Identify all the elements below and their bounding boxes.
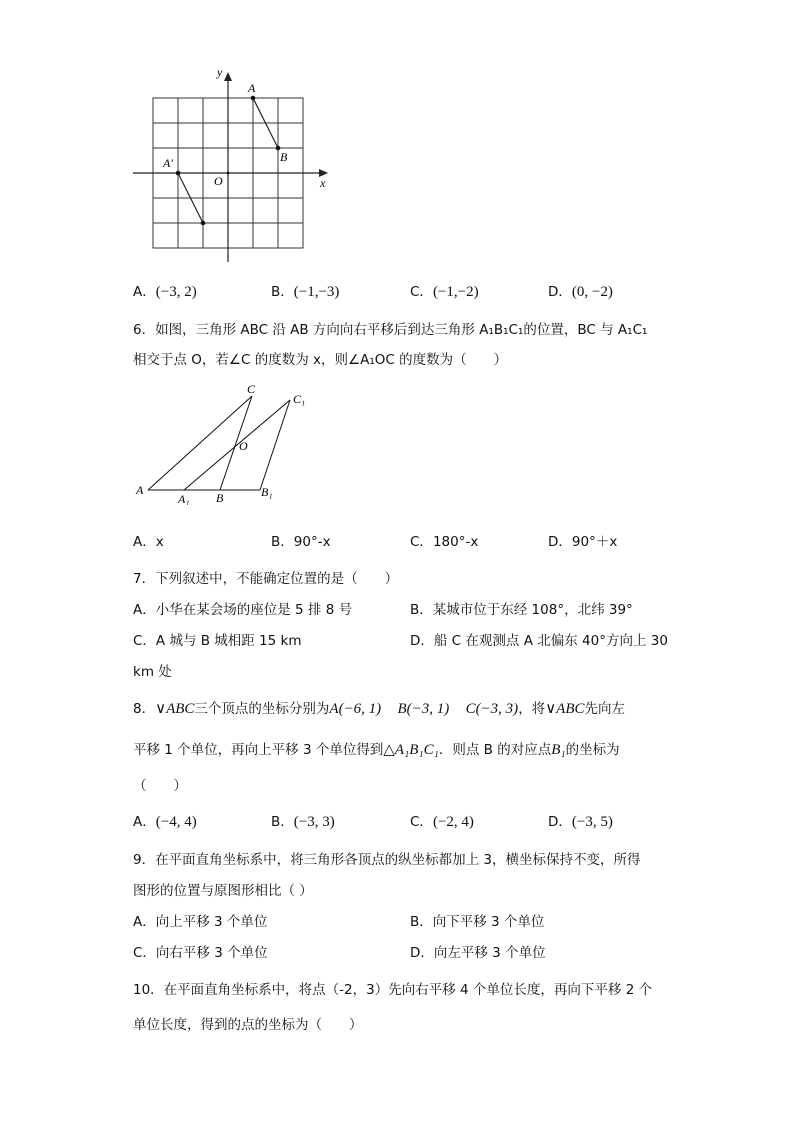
- q6-option-b[interactable]: B．90°-x: [271, 534, 331, 550]
- q5-option-a[interactable]: A．(−3, 2): [133, 284, 197, 300]
- q7-option-b[interactable]: B．某城市位于东经 108°，北纬 39°: [410, 602, 633, 618]
- q7-option-a[interactable]: A．小华在某会场的座位是 5 排 8 号: [133, 602, 353, 618]
- label-origin: O: [214, 174, 223, 188]
- q10-stem-line2: 单位长度，得到的点的坐标为（ ）: [133, 1017, 363, 1033]
- origin-dot: [227, 172, 230, 175]
- label-B1: B₁: [261, 485, 273, 499]
- label-B: B: [280, 150, 288, 164]
- q6-option-c[interactable]: C．180°-x: [410, 534, 479, 550]
- y-axis-label: y: [217, 66, 223, 79]
- coordinate-grid-figure: [128, 66, 338, 266]
- label-A-prime: A′: [163, 156, 173, 170]
- q8-option-c[interactable]: C．(−2, 4): [410, 814, 474, 830]
- q7-option-d-continued: km 处: [133, 664, 172, 680]
- label-A1: A₁: [178, 492, 190, 505]
- q8-stem-line2: 平移 1 个单位，再向上平移 3 个单位得到△A₁B₁C₁．则点 B 的对应点B₁的坐标为: [133, 742, 620, 758]
- point-A: [251, 96, 256, 101]
- q9-stem-line2: 图形的位置与原图形相比（ ）: [133, 883, 313, 899]
- q6-stem-line2: 相交于点 O，若∠C 的度数为 x，则∠A₁OC 的度数为（ ）: [133, 352, 508, 368]
- point-B-prime: [201, 221, 206, 226]
- q7-stem: 7．下列叙述中，不能确定位置的是（ ）: [133, 571, 399, 587]
- q9-option-c[interactable]: C．向右平移 3 个单位: [133, 945, 268, 961]
- q9-stem-line1: 9．在平面直角坐标系中，将三角形各顶点的纵坐标都加上 3，横坐标保持不变，所得: [133, 852, 641, 868]
- q8-option-b[interactable]: B．(−3, 3): [271, 814, 335, 830]
- q9-option-b[interactable]: B．向下平移 3 个单位: [410, 914, 545, 930]
- q8-stem-line1: 8．∨ABC三个顶点的坐标分别为A(−6, 1) B(−3, 1) C(−3, 3)，将∨ABC先向左: [133, 701, 625, 717]
- label-A: A: [136, 483, 144, 497]
- q8-option-a[interactable]: A．(−4, 4): [133, 814, 197, 830]
- q7-option-c[interactable]: C．A 城与 B 城相距 15 km: [133, 633, 302, 649]
- q7-option-d[interactable]: D．船 C 在观测点 A 北偏东 40°方向上 30: [410, 633, 668, 649]
- x-axis-label: x: [320, 176, 326, 190]
- q6-option-d[interactable]: D．90°＋x: [548, 534, 618, 550]
- q8-option-d[interactable]: D．(−3, 5): [548, 814, 613, 830]
- side-A1C1: [184, 400, 290, 490]
- q6-option-a[interactable]: A．x: [133, 534, 164, 550]
- label-C: C: [247, 382, 256, 396]
- side-B1C1: [260, 400, 290, 490]
- q5-option-d[interactable]: D．(0, −2): [548, 284, 613, 300]
- q9-option-d[interactable]: D．向左平移 3 个单位: [410, 945, 546, 961]
- label-O: O: [239, 439, 248, 453]
- triangle-translation-figure: [128, 380, 328, 505]
- q6-stem-line1: 6．如图，三角形 ABC 沿 AB 方向向右平移后到达三角形 A₁B₁C₁的位置，BC 与 A₁C₁: [133, 322, 648, 338]
- label-C1: C₁: [293, 392, 306, 406]
- q9-option-a[interactable]: A．向上平移 3 个单位: [133, 914, 268, 930]
- q8-answer-blank: （ ）: [133, 778, 187, 794]
- label-B: B: [216, 491, 224, 505]
- q5-option-b[interactable]: B．(−1,−3): [271, 284, 340, 300]
- y-axis-arrow: [224, 72, 232, 81]
- q10-stem-line1: 10．在平面直角坐标系中，将点（-2，3）先向右平移 4 个单位长度，再向下平移 2 个: [133, 982, 653, 998]
- label-A: A: [248, 81, 256, 95]
- q5-option-c[interactable]: C．(−1,−2): [410, 284, 479, 300]
- point-A-prime: [176, 171, 181, 176]
